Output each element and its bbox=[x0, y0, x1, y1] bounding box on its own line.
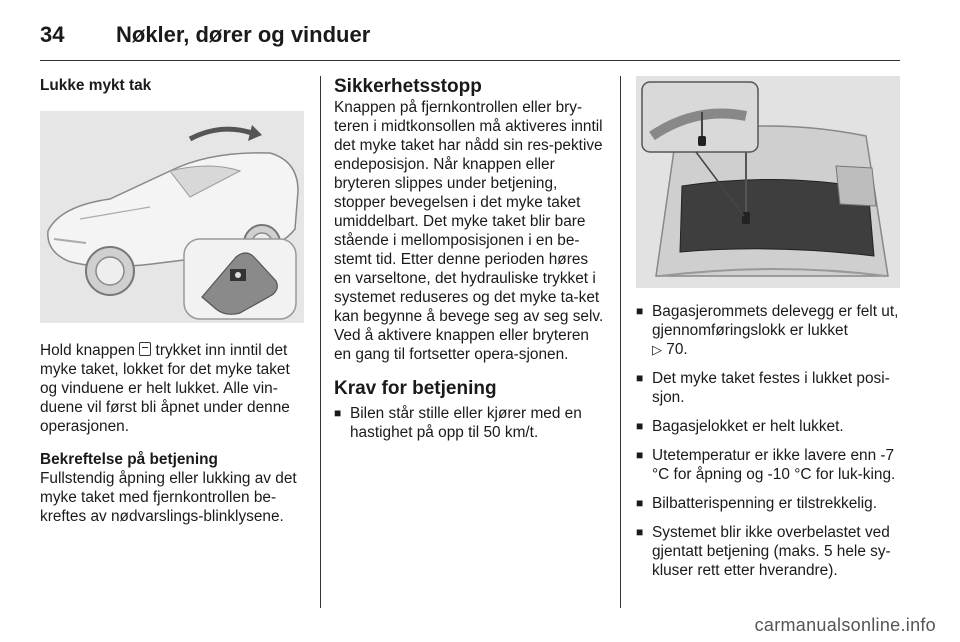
convertible-car-illustration bbox=[40, 111, 304, 323]
page-number: 34 bbox=[40, 22, 65, 47]
list-item: ■ Bilen står stille eller kjører med en hastighet på opp til 50 km/t. bbox=[334, 404, 604, 442]
header-rule bbox=[40, 60, 900, 61]
page-reference-icon: ▷ bbox=[652, 342, 662, 357]
section-heading-requirements: Krav for betjening bbox=[334, 378, 497, 399]
column-divider bbox=[620, 76, 621, 608]
list-item: ■ Bagasjelokket er helt lukket. bbox=[636, 417, 902, 436]
section-subheading: Lukke mykt tak bbox=[40, 77, 152, 94]
requirements-list-continued bbox=[636, 302, 902, 580]
page-title: Nøkler, dører og vinduer bbox=[116, 22, 371, 47]
list-item: ■ Utetemperatur er ikke lavere enn -7 °C for åpning og -10 °C for luk-king. bbox=[636, 446, 902, 484]
page-header bbox=[40, 14, 920, 58]
safety-stop-paragraph: Knappen på fjernkontrollen eller bry-teren i midtkonsollen må aktiveres inntil det myke taket har nådd sin res-pektive endeposisjon. Når knappen eller bryteren slippes under betjening, stopper bevegelsen i det myke taket umiddelbart. Det myke taket blir bare stående i mellomposisjonen i en be-stemt tid. Etter denne perioden høres en varseltone, det hydrauliske trykket i systemet reduseres og det myke ta-ket kan begynne å bevege seg av seg selv. Ved å aktivere knappen eller bryteren en gang til fortsetter opera-sjonen. bbox=[334, 99, 604, 363]
page-reference: 70. bbox=[662, 341, 688, 358]
watermark: carmanualsonline.info bbox=[754, 615, 936, 635]
column-right bbox=[636, 76, 902, 590]
list-item: ■ Bagasjerommets delevegg er felt ut, gjennomføringslokk er lukket ▷ 70. bbox=[636, 302, 902, 359]
trunk-partition-photo bbox=[636, 76, 900, 288]
section-heading-safety-stop: Sikkerhetsstopp bbox=[334, 76, 482, 97]
list-item: ■ Det myke taket festes i lukket posi-sjon. bbox=[636, 369, 902, 407]
soft-top-button-icon bbox=[139, 342, 151, 356]
car-with-remote-figure bbox=[40, 111, 304, 323]
column-divider bbox=[320, 76, 321, 608]
requirements-list bbox=[334, 404, 604, 442]
column-middle bbox=[334, 76, 604, 450]
instruction-paragraph: Hold knappen trykket inn inntil det myke taket, lokket for det myke taket og vinduene er helt lukket. Alle vin-duene vil først bli åpnet under denne operasjonen. bbox=[40, 342, 290, 435]
list-item: ■ Bilbatterispenning er tilstrekkelig. bbox=[636, 494, 902, 513]
confirmation-paragraph: Fullstendig åpning eller lukking av det myke taket med fjernkontrollen be-kreftes av nødvarslings-blinklysene. bbox=[40, 470, 297, 525]
column-left bbox=[40, 76, 308, 540]
trunk-partition-figure bbox=[636, 76, 900, 288]
list-item: ■ Systemet blir ikke overbelastet ved gjentatt betjening (maks. 5 hele sy-kluser rett etter hverandre). bbox=[636, 523, 902, 580]
confirmation-heading: Bekreftelse på betjening bbox=[40, 451, 218, 468]
